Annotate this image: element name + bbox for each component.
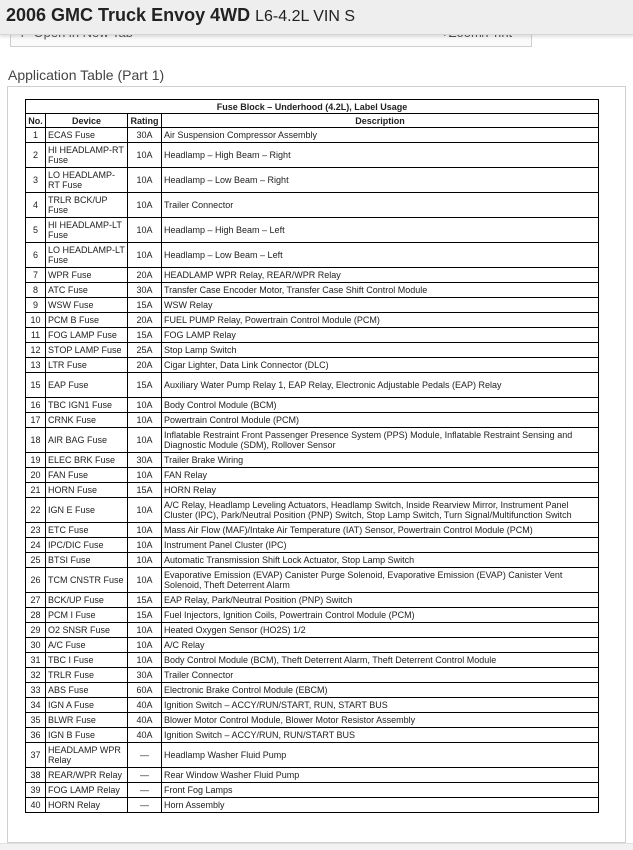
header-bar — [0, 0, 633, 35]
cell-no: 11 — [26, 328, 46, 343]
cell-device: LO HEADLAMP-LT Fuse — [46, 243, 128, 268]
cell-no: 6 — [26, 243, 46, 268]
cell-rating: 10A — [128, 398, 162, 413]
cell-rating: 40A — [128, 728, 162, 743]
col-header-device: Device — [46, 114, 128, 128]
cell-description: FOG LAMP Relay — [162, 328, 599, 343]
cell-rating: 10A — [128, 193, 162, 218]
table-row — [26, 283, 599, 298]
cell-device: BTSI Fuse — [46, 553, 128, 568]
cell-rating: 10A — [128, 568, 162, 593]
cell-no: 23 — [26, 523, 46, 538]
table-row — [26, 608, 599, 623]
title-engine: L6-4.2L VIN S — [255, 8, 356, 25]
table-row — [26, 143, 599, 168]
cell-device: TCM CNSTR Fuse — [46, 568, 128, 593]
cell-no: 38 — [26, 768, 46, 783]
cell-device: AIR BAG Fuse — [46, 428, 128, 453]
cell-rating: 10A — [128, 623, 162, 638]
cell-rating: — — [128, 743, 162, 768]
table-row — [26, 343, 599, 358]
cell-description: EAP Relay, Park/Neutral Position (PNP) Switch — [162, 593, 599, 608]
cell-rating: 20A — [128, 313, 162, 328]
cell-device: IGN A Fuse — [46, 698, 128, 713]
table-row — [26, 373, 599, 398]
cell-description: Inflatable Restraint Front Passenger Presence System (PPS) Module, Inflatable Restraint Sensing and Diagnostic Module (SDM), Rollover Sensor — [162, 428, 599, 453]
cell-no: 33 — [26, 683, 46, 698]
cell-no: 32 — [26, 668, 46, 683]
cell-description: Evaporative Emission (EVAP) Canister Purge Solenoid, Evaporative Emission (EVAP) Canister Vent Solenoid, Theft Deterrent Alarm — [162, 568, 599, 593]
cell-rating: 25A — [128, 343, 162, 358]
cell-description: FAN Relay — [162, 468, 599, 483]
table-row — [26, 243, 599, 268]
cell-description: Transfer Case Encoder Motor, Transfer Case Shift Control Module — [162, 283, 599, 298]
table-row — [26, 798, 599, 813]
table-row — [26, 428, 599, 453]
table-row — [26, 168, 599, 193]
table-row — [26, 358, 599, 373]
table-row — [26, 553, 599, 568]
cell-rating: 10A — [128, 143, 162, 168]
cell-description: Body Control Module (BCM), Theft Deterrent Alarm, Theft Deterrent Control Module — [162, 653, 599, 668]
cell-rating: 10A — [128, 523, 162, 538]
cell-no: 30 — [26, 638, 46, 653]
table-row — [26, 713, 599, 728]
cell-device: TRLR Fuse — [46, 668, 128, 683]
cell-rating: 10A — [128, 498, 162, 523]
cell-description: Blower Motor Control Module, Blower Motor Resistor Assembly — [162, 713, 599, 728]
cell-rating: 10A — [128, 538, 162, 553]
cell-no: 22 — [26, 498, 46, 523]
col-header-description: Description — [162, 114, 599, 128]
cell-rating: 10A — [128, 413, 162, 428]
cell-description: A/C Relay, Headlamp Leveling Actuators, Headlamp Switch, Inside Rearview Mirror, Instrument Panel Cluster (IPC), Park/Neutral Position (PNP) Switch, Stop Lamp Switch, Turn Signal/Multifunction Switch — [162, 498, 599, 523]
cell-description: HORN Relay — [162, 483, 599, 498]
cell-description: Cigar Lighter, Data Link Connector (DLC) — [162, 358, 599, 373]
table-row — [26, 328, 599, 343]
cell-rating: 20A — [128, 358, 162, 373]
cell-no: 40 — [26, 798, 46, 813]
table-row — [26, 193, 599, 218]
cell-no: 2 — [26, 143, 46, 168]
cell-description: Ignition Switch – ACCY/RUN/START, RUN, START BUS — [162, 698, 599, 713]
cell-rating: 15A — [128, 328, 162, 343]
col-header-no: No. — [26, 114, 46, 128]
cell-description: Trailer Connector — [162, 668, 599, 683]
cell-no: 8 — [26, 283, 46, 298]
cell-no: 36 — [26, 728, 46, 743]
cell-rating: — — [128, 798, 162, 813]
cell-device: PCM B Fuse — [46, 313, 128, 328]
cell-rating: 40A — [128, 713, 162, 728]
table-row — [26, 668, 599, 683]
cell-rating: 10A — [128, 553, 162, 568]
cell-description: WSW Relay — [162, 298, 599, 313]
cell-rating: 15A — [128, 483, 162, 498]
cell-device: IGN B Fuse — [46, 728, 128, 743]
cell-description: A/C Relay — [162, 638, 599, 653]
cell-description: Front Fog Lamps — [162, 783, 599, 798]
cell-no: 20 — [26, 468, 46, 483]
title-vehicle: 2006 GMC Truck Envoy 4WD — [6, 5, 251, 25]
table-row — [26, 268, 599, 283]
cell-description: Mass Air Flow (MAF)/Intake Air Temperature (IAT) Sensor, Powertrain Control Module (PCM) — [162, 523, 599, 538]
cell-no: 13 — [26, 358, 46, 373]
cell-device: HI HEADLAMP-RT Fuse — [46, 143, 128, 168]
cell-description: HEADLAMP WPR Relay, REAR/WPR Relay — [162, 268, 599, 283]
table-row — [26, 398, 599, 413]
cell-description: Stop Lamp Switch — [162, 343, 599, 358]
cell-no: 7 — [26, 268, 46, 283]
cell-device: TBC I Fuse — [46, 653, 128, 668]
cell-description: Auxiliary Water Pump Relay 1, EAP Relay, Electronic Adjustable Pedals (EAP) Relay — [162, 373, 599, 398]
table-row — [26, 413, 599, 428]
cell-device: TRLR BCK/UP Fuse — [46, 193, 128, 218]
cell-no: 39 — [26, 783, 46, 798]
cell-no: 15 — [26, 373, 46, 398]
cell-description: Powertrain Control Module (PCM) — [162, 413, 599, 428]
table-row — [26, 523, 599, 538]
cell-rating: 10A — [128, 243, 162, 268]
cell-description: Headlamp – Low Beam – Right — [162, 168, 599, 193]
cell-device: CRNK Fuse — [46, 413, 128, 428]
table-title: Fuse Block – Underhood (4.2L), Label Usage — [26, 100, 599, 114]
cell-description: Electronic Brake Control Module (EBCM) — [162, 683, 599, 698]
cell-no: 28 — [26, 608, 46, 623]
table-row — [26, 468, 599, 483]
cell-rating: 15A — [128, 373, 162, 398]
cell-description: Horn Assembly — [162, 798, 599, 813]
cell-device: FAN Fuse — [46, 468, 128, 483]
table-row — [26, 653, 599, 668]
table-row — [26, 298, 599, 313]
cell-no: 31 — [26, 653, 46, 668]
cell-description: Body Control Module (BCM) — [162, 398, 599, 413]
table-row — [26, 768, 599, 783]
cell-rating: 30A — [128, 128, 162, 143]
cell-device: STOP LAMP Fuse — [46, 343, 128, 358]
cell-device: PCM I Fuse — [46, 608, 128, 623]
table-row — [26, 313, 599, 328]
cell-no: 27 — [26, 593, 46, 608]
table-row — [26, 743, 599, 768]
cell-description: Fuel Injectors, Ignition Coils, Powertrain Control Module (PCM) — [162, 608, 599, 623]
cell-description: Instrument Panel Cluster (IPC) — [162, 538, 599, 553]
cell-rating: — — [128, 768, 162, 783]
table-frame — [7, 86, 626, 843]
cell-rating: 10A — [128, 168, 162, 193]
table-row — [26, 218, 599, 243]
cell-rating: 30A — [128, 283, 162, 298]
cell-device: WSW Fuse — [46, 298, 128, 313]
cell-rating: — — [128, 783, 162, 798]
table-row — [26, 538, 599, 553]
table-caption: Application Table (Part 1) — [8, 67, 165, 83]
table-body — [26, 128, 599, 813]
cell-device: LTR Fuse — [46, 358, 128, 373]
cell-device: BCK/UP Fuse — [46, 593, 128, 608]
cell-rating: 60A — [128, 683, 162, 698]
cell-rating: 40A — [128, 698, 162, 713]
cell-no: 24 — [26, 538, 46, 553]
table-row — [26, 728, 599, 743]
cell-rating: 15A — [128, 298, 162, 313]
table-row — [26, 593, 599, 608]
cell-no: 19 — [26, 453, 46, 468]
table-row — [26, 128, 599, 143]
cell-no: 4 — [26, 193, 46, 218]
cell-no: 16 — [26, 398, 46, 413]
cell-device: A/C Fuse — [46, 638, 128, 653]
cell-no: 21 — [26, 483, 46, 498]
cell-description: Trailer Brake Wiring — [162, 453, 599, 468]
cell-no: 25 — [26, 553, 46, 568]
cell-description: Trailer Connector — [162, 193, 599, 218]
cell-device: O2 SNSR Fuse — [46, 623, 128, 638]
table-row — [26, 453, 599, 468]
cell-description: Headlamp – Low Beam – Left — [162, 243, 599, 268]
cell-no: 26 — [26, 568, 46, 593]
cell-no: 5 — [26, 218, 46, 243]
cell-rating: 15A — [128, 593, 162, 608]
cell-device: HEADLAMP WPR Relay — [46, 743, 128, 768]
table-row — [26, 623, 599, 638]
cell-rating: 15A — [128, 608, 162, 623]
cell-description: Headlamp – High Beam – Right — [162, 143, 599, 168]
cell-device: BLWR Fuse — [46, 713, 128, 728]
cell-rating: 20A — [128, 268, 162, 283]
cell-device: ABS Fuse — [46, 683, 128, 698]
cell-device: HI HEADLAMP-LT Fuse — [46, 218, 128, 243]
cell-no: 35 — [26, 713, 46, 728]
col-header-rating: Rating — [128, 114, 162, 128]
cell-no: 29 — [26, 623, 46, 638]
cell-no: 10 — [26, 313, 46, 328]
cell-rating: 10A — [128, 218, 162, 243]
table-row — [26, 783, 599, 798]
cell-device: HORN Relay — [46, 798, 128, 813]
cell-device: ELEC BRK Fuse — [46, 453, 128, 468]
cell-device: REAR/WPR Relay — [46, 768, 128, 783]
cell-rating: 10A — [128, 638, 162, 653]
cell-device: ECAS Fuse — [46, 128, 128, 143]
table-row — [26, 568, 599, 593]
cell-rating: 30A — [128, 668, 162, 683]
cell-device: WPR Fuse — [46, 268, 128, 283]
cell-device: ATC Fuse — [46, 283, 128, 298]
table-row — [26, 483, 599, 498]
cell-no: 17 — [26, 413, 46, 428]
cell-device: FOG LAMP Relay — [46, 783, 128, 798]
fuse-table — [25, 99, 599, 813]
cell-no: 1 — [26, 128, 46, 143]
cell-device: IPC/DIC Fuse — [46, 538, 128, 553]
cell-description: Headlamp Washer Fluid Pump — [162, 743, 599, 768]
cell-no: 3 — [26, 168, 46, 193]
cell-device: IGN E Fuse — [46, 498, 128, 523]
table-row — [26, 683, 599, 698]
cell-device: ETC Fuse — [46, 523, 128, 538]
cell-rating: 10A — [128, 428, 162, 453]
cell-device: HORN Fuse — [46, 483, 128, 498]
page-title — [6, 5, 355, 26]
cell-rating: 10A — [128, 653, 162, 668]
cell-device: TBC IGN1 Fuse — [46, 398, 128, 413]
cell-no: 12 — [26, 343, 46, 358]
cell-rating: 30A — [128, 453, 162, 468]
cell-description: Automatic Transmission Shift Lock Actuator, Stop Lamp Switch — [162, 553, 599, 568]
cell-device: LO HEADLAMP-RT Fuse — [46, 168, 128, 193]
table-row — [26, 498, 599, 523]
table-row — [26, 638, 599, 653]
cell-description: Headlamp – High Beam – Left — [162, 218, 599, 243]
cell-device: FOG LAMP Fuse — [46, 328, 128, 343]
cell-description: FUEL PUMP Relay, Powertrain Control Module (PCM) — [162, 313, 599, 328]
cell-description: Air Suspension Compressor Assembly — [162, 128, 599, 143]
table-row — [26, 698, 599, 713]
cell-description: Ignition Switch – ACCY/RUN, RUN/START BUS — [162, 728, 599, 743]
cell-description: Heated Oxygen Sensor (HO2S) 1/2 — [162, 623, 599, 638]
cell-rating: 10A — [128, 468, 162, 483]
cell-device: EAP Fuse — [46, 373, 128, 398]
cell-description: Rear Window Washer Fluid Pump — [162, 768, 599, 783]
cell-no: 18 — [26, 428, 46, 453]
cell-no: 9 — [26, 298, 46, 313]
cell-no: 37 — [26, 743, 46, 768]
cell-no: 34 — [26, 698, 46, 713]
